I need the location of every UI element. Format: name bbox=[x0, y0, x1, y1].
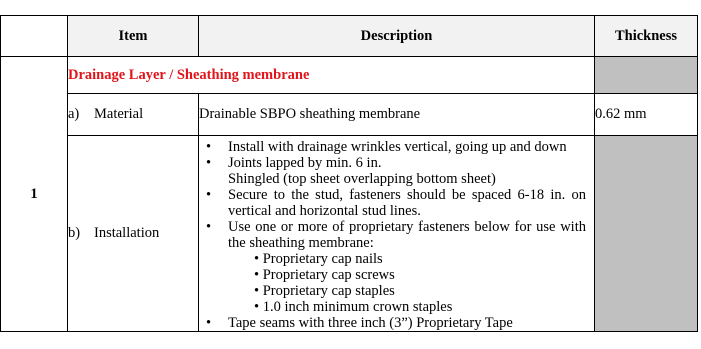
header-row bbox=[1, 16, 698, 57]
fastener-item: • Proprietary cap nails bbox=[254, 251, 383, 267]
material-letter: a) bbox=[68, 106, 80, 122]
section-number: 1 bbox=[1, 57, 68, 332]
header-description: Description bbox=[199, 16, 595, 57]
material-row bbox=[1, 94, 698, 136]
installation-label: Installation bbox=[94, 225, 160, 241]
section-title: Drainage Layer / Sheathing membrane bbox=[68, 57, 595, 94]
installation-bullet-list bbox=[199, 136, 594, 331]
fastener-item: • Proprietary cap screws bbox=[254, 267, 395, 283]
bullet-glyph: • bbox=[206, 315, 212, 331]
installation-label-cell bbox=[68, 136, 199, 332]
bullet-item bbox=[205, 187, 586, 219]
header-item: Item bbox=[68, 16, 199, 57]
installation-description bbox=[199, 136, 595, 332]
installation-thickness-cell bbox=[595, 136, 698, 332]
section-thickness-cell bbox=[595, 57, 698, 94]
material-label-cell bbox=[68, 94, 199, 136]
bullet-glyph: • bbox=[206, 187, 212, 203]
bullet-text: Secure to the stud, fasteners should be spaced 6-18 in. on vertical and horizontal stud lines. bbox=[228, 187, 586, 219]
bullet-glyph: • bbox=[206, 219, 212, 235]
bullet-glyph: • bbox=[206, 155, 212, 171]
bullet-text: Install with drainage wrinkles vertical, going up and down bbox=[228, 139, 567, 155]
bullet-item bbox=[205, 219, 586, 251]
bullet-item bbox=[205, 315, 586, 331]
bullet-text: Tape seams with three inch (3”) Proprietary Tape bbox=[228, 315, 513, 331]
header-thickness: Thickness bbox=[595, 16, 698, 57]
header-blank bbox=[1, 16, 68, 57]
bullet-glyph: • bbox=[206, 139, 212, 155]
installation-letter: b) bbox=[68, 225, 81, 241]
bullet-subtext: Shingled (top sheet overlapping bottom sheet) bbox=[228, 171, 496, 187]
bullet-text: Use one or more of proprietary fasteners below for use with the sheathing membrane: bbox=[228, 219, 586, 251]
bullet-text: Joints lapped by min. 6 in. bbox=[228, 155, 382, 171]
material-thickness: 0.62 mm bbox=[595, 94, 698, 136]
fastener-item: • Proprietary cap staples bbox=[254, 283, 395, 299]
material-description: Drainable SBPO sheathing membrane bbox=[199, 94, 595, 136]
material-label: Material bbox=[94, 106, 144, 122]
bullet-item bbox=[205, 155, 586, 187]
fastener-item: • 1.0 inch minimum crown staples bbox=[254, 299, 453, 315]
bullet-item bbox=[205, 139, 586, 155]
section-row bbox=[1, 57, 698, 94]
installation-row bbox=[1, 136, 698, 332]
spec-table bbox=[0, 15, 698, 332]
